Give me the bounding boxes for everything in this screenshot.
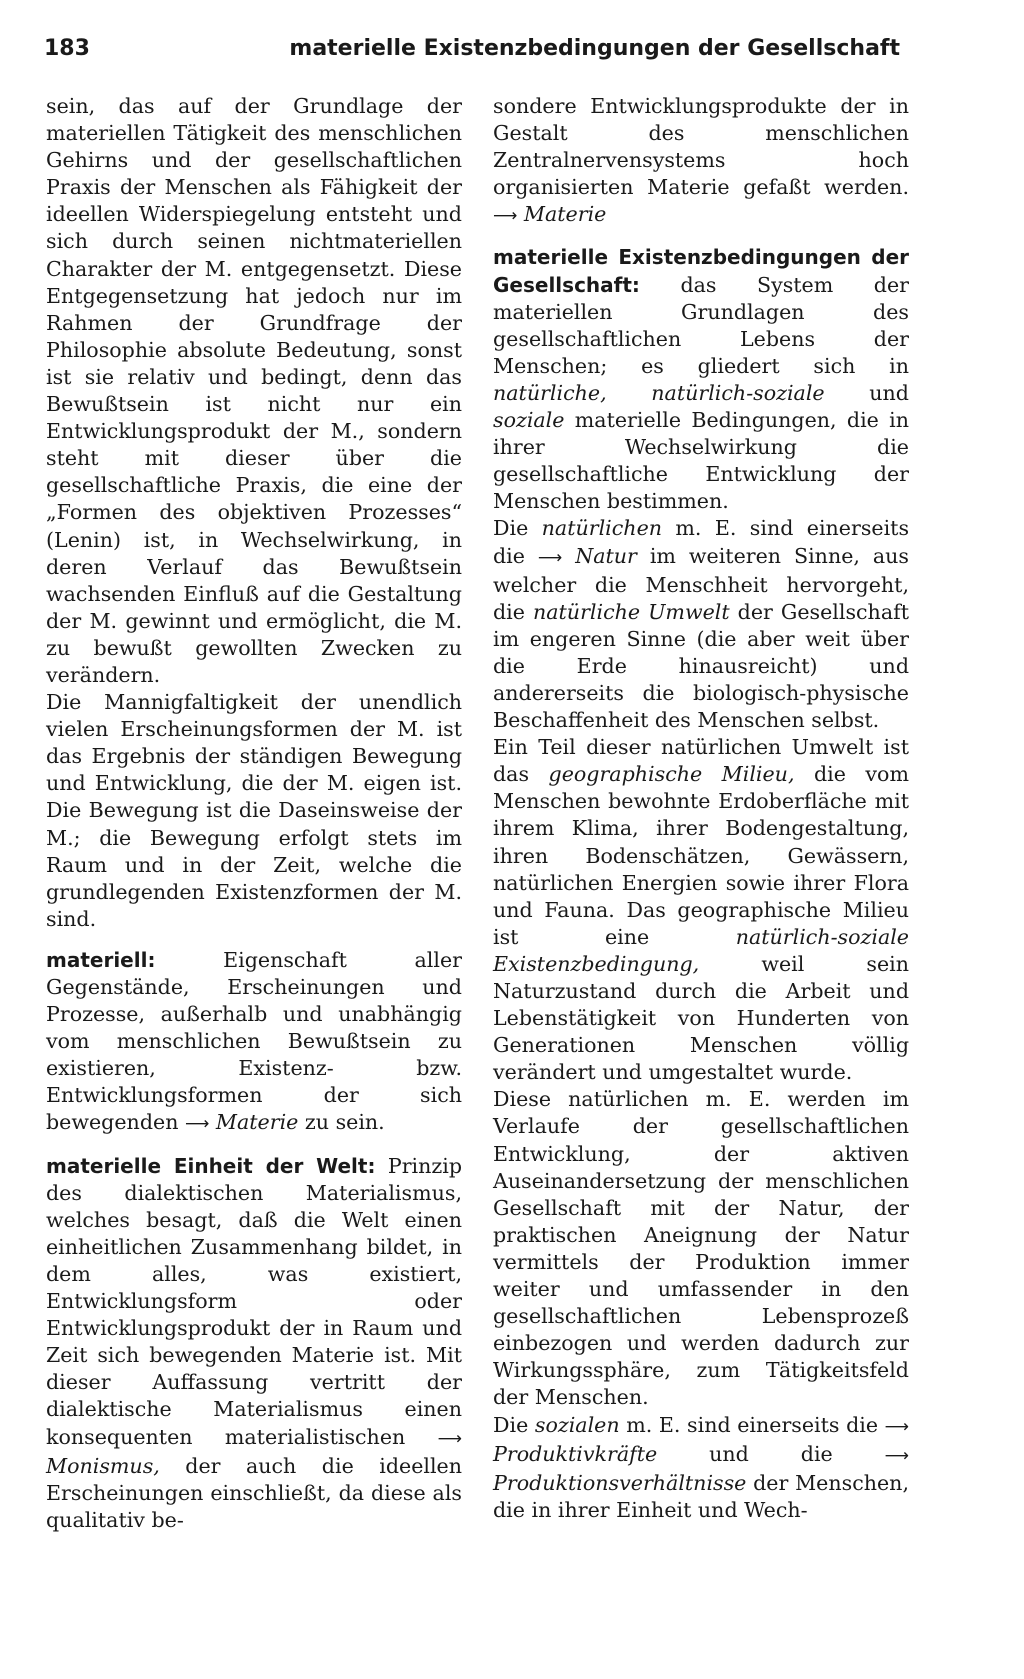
right-column <box>493 93 909 1524</box>
paragraph: Die sozialen m. E. sind einerseits die ⟶ Produktivkräfte und die ⟶ Produktionsverhältnisse der Menschen, die in ihrer Einheit und Wech- <box>493 1412 910 1522</box>
cross-reference: Produktionsverhältnisse <box>493 1470 747 1495</box>
paragraph: Die Mannigfaltigkeit der unendlich vielen Erscheinungsformen der M. ist das Ergebnis der ständigen Bewegung und Entwicklung, die der M. eigen ist. Die Bewegung ist die Daseinsweise der M.; die Bewegung erfolgt stets im Raum und in der Zeit, welche die grundlegenden Existenzformen der M. sind. <box>46 690 462 931</box>
page-header <box>44 36 900 76</box>
cross-reference: Materie <box>215 1110 299 1135</box>
page-number: 183 <box>44 36 90 61</box>
paragraph: Die natürlichen m. E. sind einerseits die ⟶ Natur im weiteren Sinne, aus welcher die Menschheit hervorgeht, die natürliche Umwelt der Gesellschaft im engeren Sinne (die aber weit über die Erde hinausreicht) und andererseits die biologisch-physische Beschaffenheit des Menschen selbst. <box>493 516 910 733</box>
cross-reference: Monismus, <box>46 1453 160 1478</box>
paragraph: Diese natürlichen m. E. werden im Verlaufe der gesellschaftlichen Entwicklung, der aktiven Auseinandersetzung der menschlichen Gesellschaft mit der Natur, der praktischen Aneignung der Natur vermittels der Produktion immer weiter und umfassender in den gesellschaftlichen Lebensprozeß einbezogen und werden dadurch zur Wirkungssphäre, zum Tätigkeitsfeld der Menschen. <box>493 1087 909 1410</box>
arrow-icon: ⟶ <box>884 1416 910 1437</box>
paragraph: sondere Entwicklungsprodukte der in Gestalt des menschlichen Zentralnervensystems hoch organisierten Materie gefaßt werden. ⟶ Materie <box>493 94 909 227</box>
arrow-icon: ⟶ <box>185 1114 210 1135</box>
entry-lemma: materielle Existenzbedingungen der Gesellschaft: <box>493 245 909 297</box>
entry-lemma: materielle Einheit der Welt: <box>46 1153 376 1178</box>
cross-reference: Natur <box>575 543 637 568</box>
left-column <box>46 93 462 1534</box>
entry-materiell: materiell: Eigenschaft aller Gegenstände, Erscheinungen und Prozesse, außerhalb und unabhängig vom menschlichen Bewußtsein zu existieren, Existenz- bzw. Entwicklungsformen der sich bewegenden ⟶ Materie zu sein. <box>46 947 463 1135</box>
entry-existenzbedingungen: materielle Existenzbedingungen der Gesellschaft: das System der materiellen Grundlagen des gesellschaftlichen Lebens der Menschen; es gliedert sich in natürliche, natürlich-soziale und soziale materielle Bedingungen, die in ihrer Wechselwirkung die gesellschaftliche Entwicklung der Menschen bestimmen. <box>493 245 910 514</box>
running-head: materielle Existenzbedingungen der Gesellschaft <box>289 36 900 61</box>
arrow-icon: ⟶ <box>493 206 518 227</box>
arrow-icon: ⟶ <box>537 547 563 568</box>
paragraph: Ein Teil dieser natürlichen Umwelt ist das geographische Milieu, die vom Menschen bewohnte Erdoberfläche mit ihrem Klima, ihrer Bodengestaltung, ihren Bodenschätzen, Gewässern, natürlichen Energien sowie ihrer Flora und Fauna. Das geographische Milieu ist eine natürlich-soziale Existenzbedingung, weil sein Naturzustand durch die Arbeit und Lebenstätigkeit von Hunderten von Generationen Menschen völlig verändert und umgestaltet wurde. <box>493 735 910 1085</box>
entry-lemma: materiell: <box>46 947 156 972</box>
arrow-icon: ⟶ <box>437 1428 463 1449</box>
cross-reference: Produktivkräfte <box>493 1441 658 1466</box>
paragraph: sein, das auf der Grundlage der materiellen Tätigkeit des menschlichen Gehirns und der gesellschaftlichen Praxis der Menschen als Fähigkeit der ideellen Widerspiegelung entsteht und sich durch seinen nichtmateriellen Charakter der M. entgegensetzt. Diese Entgegensetzung hat jedoch nur im Rahmen der Grundfrage der Philosophie absolute Bedeutung, sonst ist sie relativ und bedingt, denn das Bewußtsein ist nicht nur ein Entwicklungsprodukt der M., sondern steht mit dieser über die gesellschaftliche Praxis, die eine der „Formen des objektiven Prozesses“ (Lenin) ist, in Wechselwirkung, in deren Verlauf das Bewußtsein wachsenden Einfluß auf die Gestaltung der M. gewinnt und ermöglicht, die M. zu bewußt gewollten Zwecken zu verändern. <box>46 94 462 687</box>
arrow-icon: ⟶ <box>884 1445 910 1466</box>
cross-reference: Materie <box>523 202 607 227</box>
entry-materielle-einheit: materielle Einheit der Welt: Prinzip des dialektischen Materialismus, welches besagt, daß die Welt einen einheitlichen Zusammenhang bildet, in dem alles, was existiert, Entwicklungsform oder Entwicklungsprodukt der in Raum und Zeit sich bewegenden Materie ist. Mit dieser Auffassung vertritt der dialektische Materialismus einen konsequenten materialistischen ⟶ Monismus, der auch die ideellen Erscheinungen einschließt, da diese als qualitativ be- <box>46 1153 463 1532</box>
